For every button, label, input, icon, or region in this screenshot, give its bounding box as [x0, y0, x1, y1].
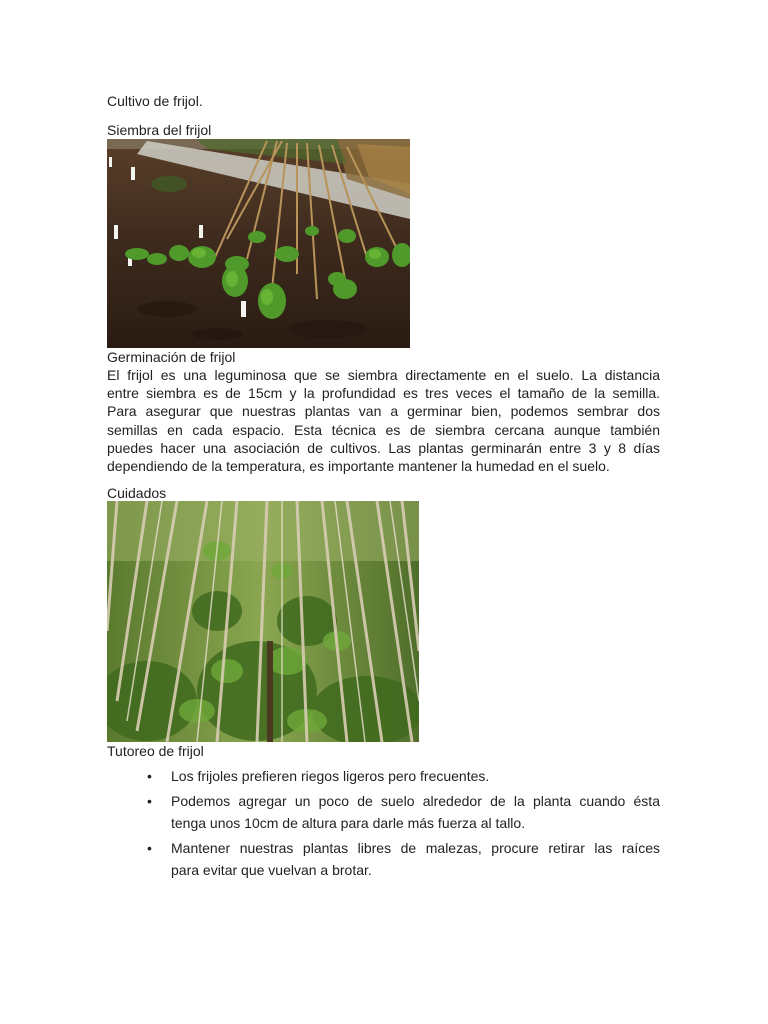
bullet-glyph: •	[147, 839, 152, 856]
bullet-glyph: •	[147, 792, 152, 809]
list-item-text: Podemos agregar un poco de suelo alrededor de la planta cuando ésta	[171, 792, 660, 809]
caption-tutoreo: Tutoreo de frijol	[107, 743, 204, 759]
list-item	[107, 765, 660, 788]
paragraph-line: El frijol es una leguminosa que se siembra directamente en el suelo. La distancia	[107, 367, 660, 383]
section-heading-siembra: Siembra del frijol	[107, 122, 212, 138]
care-list	[107, 765, 660, 884]
paragraph-line: entre siembra es de 15cm y la profundidad es tres veces el tamaño de la semilla.	[107, 385, 660, 402]
list-item	[107, 837, 660, 882]
photo-bean-seedlings	[107, 139, 410, 348]
document-title: Cultivo de frijol.	[107, 93, 203, 109]
list-item-text: Los frijoles prefieren riegos ligeros pero frecuentes.	[171, 768, 490, 784]
paragraph-line: dependiendo de la temperatura, es importante mantener la humedad en el suelo.	[107, 458, 610, 475]
body-paragraph	[107, 366, 660, 475]
paragraph-line: puedes hacer una asociación de cultivos. Las plantas germinarán entre 3 y 8 días	[107, 439, 660, 456]
section-heading-cuidados: Cuidados	[107, 485, 167, 501]
list-item-text: para evitar que vuelvan a brotar.	[171, 862, 372, 878]
list-item	[107, 790, 660, 835]
list-item-text: tenga unos 10cm de altura para darle más fuerza al tallo.	[171, 815, 526, 831]
list-item-text: Mantener nuestras plantas libres de malezas, procure retirar las raíces	[171, 839, 660, 856]
caption-germinacion: Germinación de frijol	[107, 349, 236, 365]
bullet-glyph: •	[147, 768, 152, 784]
paragraph-line: semillas en cada espacio. Esta técnica es de siembra cercana aunque también	[107, 421, 660, 438]
photo-bean-trellis	[107, 501, 419, 742]
paragraph-line: Para asegurar que nuestras plantas van a germinar bien, podemos sembrar dos	[107, 403, 660, 420]
